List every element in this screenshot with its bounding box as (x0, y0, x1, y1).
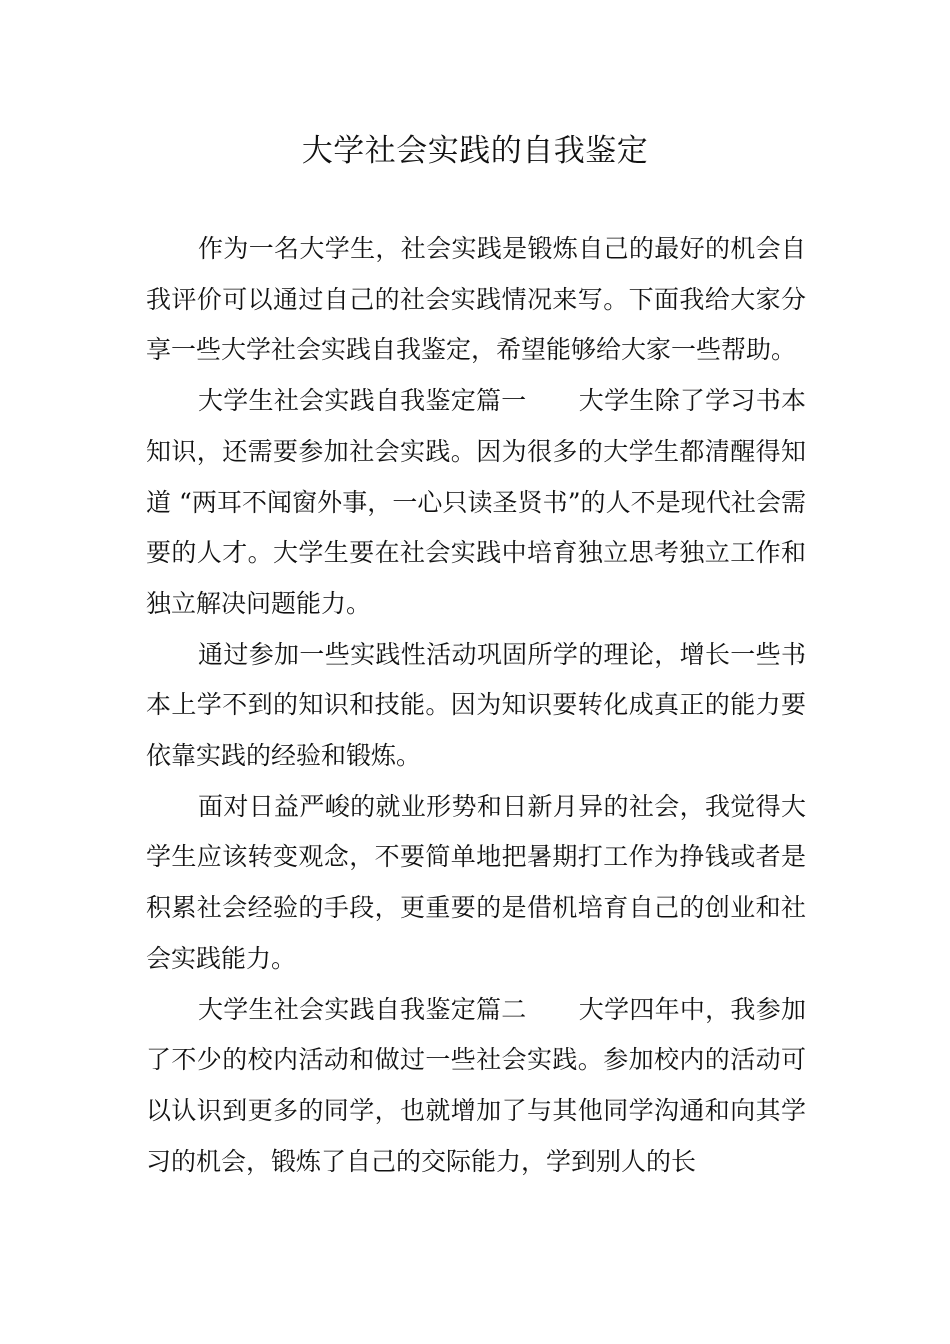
document-title: 大学社会实践的自我鉴定 (301, 133, 649, 169)
paragraph-text: 作为一名大学生，社会实践是锻炼自己的最好的机会自我评价可以通过自己的社会实践情况来写。下面我给大家分享一些大学社会实践自我鉴定，希望能够给大家一些帮助。 (146, 234, 806, 365)
paragraph-employment (146, 782, 806, 985)
paragraph-text: 面对日益严峻的就业形势和日新月异的社会，我觉得大学生应该转变观念，不要简单地把暑期打工作为挣钱或者是积累社会经验的手段，更重要的是借机培育自己的创业和社会实践能力。 (146, 791, 806, 973)
paragraph-section-two (146, 985, 806, 1188)
section-heading: 大学生社会实践自我鉴定篇一 (198, 386, 527, 416)
paragraph-text: 大学四年中，我参加了不少的校内活动和做过一些社会实践。参加校内的活动可以认识到更多的同学，也就增加了与其他同学沟通和向其学习的机会，锻炼了自己的交际能力，学到别人的长 (146, 994, 806, 1176)
paragraph-section-one (146, 376, 806, 630)
paragraph-text: 通过参加一些实践性活动巩固所学的理论，增长一些书本上学不到的知识和技能。因为知识要转化成真正的能力要依靠实践的经验和锻炼。 (146, 639, 806, 771)
paragraph-text: 大学生除了学习书本知识，还需要参加社会实践。因为很多的大学生都清醒得知道 “两耳不闻窗外事，一心只读圣贤书”的人不是现代社会需要的人才。大学生要在社会实践中培育独立思考独立工作和独立解决问题能力。 (146, 386, 806, 618)
document-body (146, 224, 806, 1187)
paragraph-practice (146, 630, 806, 782)
section-heading: 大学生社会实践自我鉴定篇二 (198, 994, 527, 1024)
paragraph-intro (146, 224, 806, 376)
